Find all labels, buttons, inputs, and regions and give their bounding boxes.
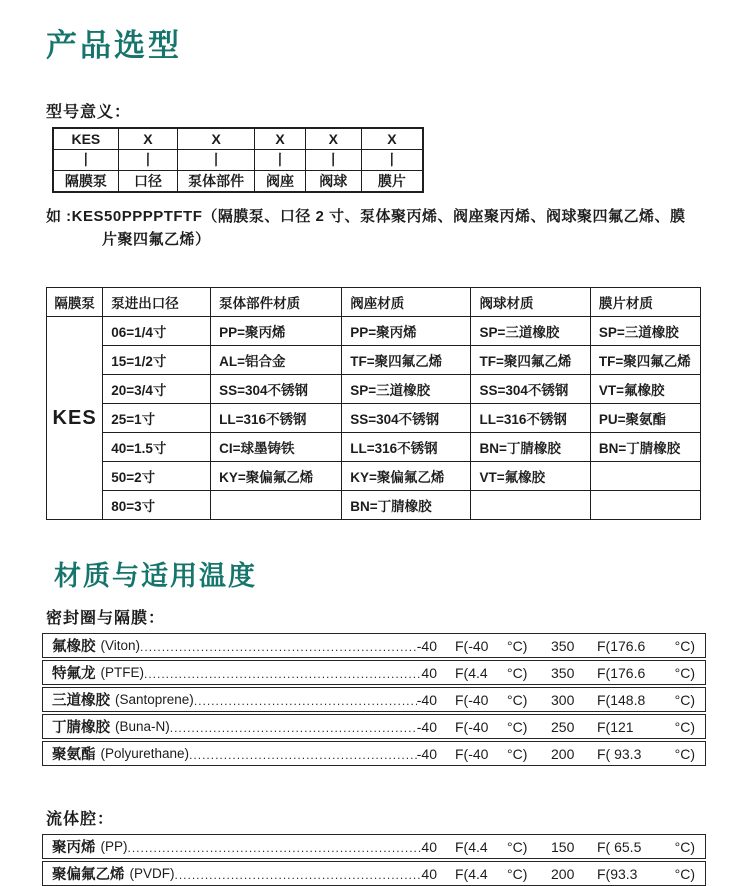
fluid-chamber-label: 流体腔： <box>46 811 115 828</box>
model-label-cell: 阀球 <box>305 171 361 193</box>
max-temp-c: F(93.3 <box>597 865 638 882</box>
page-title: 产品选型 <box>46 28 182 63</box>
table-cell: BN=丁腈橡胶 <box>342 491 471 520</box>
max-temp-f: 350 <box>551 664 575 681</box>
column-header-cell: 阀球材质 <box>471 288 590 317</box>
dotted-leader <box>170 718 417 738</box>
table-cell: 25=1寸 <box>103 404 211 433</box>
max-temp-c: F(176.6 <box>597 664 646 681</box>
table-row <box>47 462 701 491</box>
table-cell: SS=304不锈钢 <box>342 404 471 433</box>
min-temp-c-unit: °C) <box>507 838 528 855</box>
table-cell: VT=氟橡胶 <box>590 375 700 404</box>
example-line-1: 如 :KES50PPPPTFTF（隔膜泵、口径 2 寸、泵体聚丙烯、阀座聚丙烯、阀球聚四氟乙烯、膜 <box>46 208 686 225</box>
connector-cell: 丨 <box>118 150 177 171</box>
max-temp-c-unit: °C) <box>674 865 695 882</box>
min-temp-f: -40 <box>416 745 437 762</box>
min-temp-c: F(4.4 <box>455 865 488 882</box>
model-connector-row <box>53 150 423 171</box>
material-temp-row <box>42 714 706 739</box>
material-name-cn: 三道橡胶 <box>52 693 110 709</box>
column-header-cell: 泵体部件材质 <box>211 288 342 317</box>
max-temp-c-unit: °C) <box>674 838 695 855</box>
table-cell: TF=聚四氟乙烯 <box>471 346 590 375</box>
seal-temperature-table <box>42 633 706 766</box>
model-example-text <box>46 205 706 251</box>
model-label-cell: 泵体部件 <box>178 171 255 193</box>
connector-cell: 丨 <box>255 150 306 171</box>
min-temp-c-unit: °C) <box>507 637 528 654</box>
material-temp-row <box>42 687 706 712</box>
max-temp-f: 350 <box>551 637 575 654</box>
model-code-row <box>53 128 423 150</box>
material-name-en: (PVDF) <box>129 866 175 881</box>
table-cell: PP=聚丙烯 <box>342 317 471 346</box>
max-temp-c: F( 93.3 <box>597 745 642 762</box>
dotted-leader <box>144 664 421 684</box>
model-code-cell: X <box>305 128 361 150</box>
material-name-cn: 聚丙烯 <box>52 840 96 856</box>
material-temp-row <box>42 861 706 886</box>
table-cell: TF=聚四氟乙烯 <box>342 346 471 375</box>
max-temp-c-unit: °C) <box>674 664 695 681</box>
table-cell: 15=1/2寸 <box>103 346 211 375</box>
max-temp-f: 150 <box>551 838 575 855</box>
model-code-table <box>52 127 424 193</box>
model-code-cell: X <box>255 128 306 150</box>
min-temp-c: F(-40 <box>455 718 489 735</box>
table-cell: 06=1/4寸 <box>103 317 211 346</box>
material-name-en: (PP) <box>100 839 128 854</box>
min-temp-c: F(-40 <box>455 691 489 708</box>
material-name-en: (Polyurethane) <box>100 746 190 761</box>
table-cell: KY=聚偏氟乙烯 <box>342 462 471 491</box>
table-cell: KY=聚偏氟乙烯 <box>211 462 342 491</box>
table-cell: BN=丁腈橡胶 <box>590 433 700 462</box>
material-temp-row <box>42 633 706 658</box>
table-row <box>47 404 701 433</box>
material-name-cn: 氟橡胶 <box>52 639 96 655</box>
dotted-leader <box>189 745 417 765</box>
min-temp-c-unit: °C) <box>507 745 528 762</box>
material-name-en: (PTFE) <box>100 665 144 680</box>
model-label-cell: 阀座 <box>255 171 306 193</box>
material-temp-row <box>42 660 706 685</box>
connector-cell: 丨 <box>361 150 423 171</box>
material-name-en: (Buna-N) <box>115 719 170 734</box>
selection-header-row <box>47 288 701 317</box>
connector-cell: 丨 <box>178 150 255 171</box>
material-name-en: (Viton) <box>100 638 141 653</box>
column-header-cell: 膜片材质 <box>590 288 700 317</box>
material-temp-row <box>42 741 706 766</box>
dotted-leader <box>175 865 422 885</box>
min-temp-c-unit: °C) <box>507 664 528 681</box>
min-temp-c: F(-40 <box>455 637 489 654</box>
model-label-cell: 膜片 <box>361 171 423 193</box>
table-row <box>47 375 701 404</box>
max-temp-c-unit: °C) <box>674 718 695 735</box>
table-cell: SS=304不锈钢 <box>471 375 590 404</box>
table-cell: CI=球墨铸铁 <box>211 433 342 462</box>
max-temp-c-unit: °C) <box>674 745 695 762</box>
max-temp-f: 200 <box>551 865 575 882</box>
model-meaning-label: 型号意义： <box>46 104 132 121</box>
material-name-cn: 丁腈橡胶 <box>52 720 110 736</box>
min-temp-c-unit: °C) <box>507 691 528 708</box>
table-row <box>47 317 701 346</box>
material-temp-row <box>42 834 706 859</box>
material-name-en: (Santoprene) <box>115 692 194 707</box>
max-temp-f: 250 <box>551 718 575 735</box>
table-cell: 20=3/4寸 <box>103 375 211 404</box>
table-row <box>47 433 701 462</box>
material-name-cn: 特氟龙 <box>52 666 96 682</box>
min-temp-f: -40 <box>416 637 437 654</box>
table-cell: SP=三道橡胶 <box>590 317 700 346</box>
model-code-cell: X <box>118 128 177 150</box>
table-cell <box>211 491 342 520</box>
table-cell: 40=1.5寸 <box>103 433 211 462</box>
column-header-cell: 泵进出口径 <box>103 288 211 317</box>
max-temp-c: F( 65.5 <box>597 838 642 855</box>
max-temp-c-unit: °C) <box>674 637 695 654</box>
min-temp-f: 40 <box>421 664 437 681</box>
material-name-cn: 聚氨酯 <box>52 747 96 763</box>
table-cell: PP=聚丙烯 <box>211 317 342 346</box>
table-row <box>47 491 701 520</box>
min-temp-f: -40 <box>416 718 437 735</box>
table-cell: SS=304不锈钢 <box>211 375 342 404</box>
model-code-cell: X <box>178 128 255 150</box>
min-temp-f: -40 <box>416 691 437 708</box>
dotted-leader <box>128 838 422 858</box>
column-header-cell: 阀座材质 <box>342 288 471 317</box>
material-selection-table <box>46 287 701 520</box>
table-cell: BN=丁腈橡胶 <box>471 433 590 462</box>
max-temp-c: F(148.8 <box>597 691 646 708</box>
min-temp-c: F(4.4 <box>455 664 488 681</box>
table-cell <box>471 491 590 520</box>
model-code-cell: KES <box>53 128 118 150</box>
model-label-row <box>53 171 423 193</box>
dotted-leader <box>140 637 417 657</box>
dotted-leader <box>194 691 417 711</box>
table-cell: SP=三道橡胶 <box>342 375 471 404</box>
max-temp-f: 300 <box>551 691 575 708</box>
table-cell: LL=316不锈钢 <box>342 433 471 462</box>
max-temp-c-unit: °C) <box>674 691 695 708</box>
table-cell: VT=氟橡胶 <box>471 462 590 491</box>
table-cell: 50=2寸 <box>103 462 211 491</box>
connector-cell: 丨 <box>305 150 361 171</box>
material-name-cn: 聚偏氟乙烯 <box>52 867 125 883</box>
min-temp-c-unit: °C) <box>507 718 528 735</box>
table-cell: LL=316不锈钢 <box>211 404 342 433</box>
min-temp-c-unit: °C) <box>507 865 528 882</box>
section-title-materials-temperature: 材质与适用温度 <box>54 561 257 591</box>
max-temp-f: 200 <box>551 745 575 762</box>
model-label-cell: 口径 <box>118 171 177 193</box>
table-cell: AL=铝合金 <box>211 346 342 375</box>
table-row <box>47 346 701 375</box>
table-cell <box>590 462 700 491</box>
max-temp-c: F(176.6 <box>597 637 646 654</box>
min-temp-f: 40 <box>421 865 437 882</box>
model-label-cell: 隔膜泵 <box>53 171 118 193</box>
max-temp-c: F(121 <box>597 718 634 735</box>
connector-cell: 丨 <box>53 150 118 171</box>
seal-diaphragm-label: 密封圈与隔膜： <box>46 610 166 627</box>
table-cell: PU=聚氨酯 <box>590 404 700 433</box>
series-label-cell: KES <box>47 317 103 520</box>
fluid-temperature-table <box>42 834 706 886</box>
table-cell: LL=316不锈钢 <box>471 404 590 433</box>
example-line-2: 片聚四氟乙烯） <box>102 231 211 248</box>
corner-header-cell: 隔膜泵 <box>47 288 103 317</box>
min-temp-f: 40 <box>421 838 437 855</box>
min-temp-c: F(4.4 <box>455 838 488 855</box>
model-code-cell: X <box>361 128 423 150</box>
min-temp-c: F(-40 <box>455 745 489 762</box>
table-cell: 80=3寸 <box>103 491 211 520</box>
table-cell: TF=聚四氟乙烯 <box>590 346 700 375</box>
table-cell: SP=三道橡胶 <box>471 317 590 346</box>
table-cell <box>590 491 700 520</box>
